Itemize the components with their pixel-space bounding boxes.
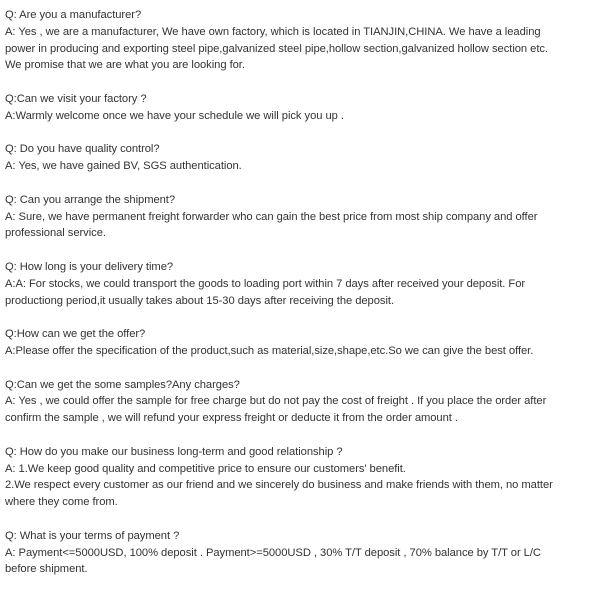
faq-answer-line: A:A: For stocks, we could transport the goods to loading port within 7 days after received your deposit. For bbox=[5, 277, 526, 290]
faq-item bbox=[5, 91, 600, 125]
faq-answer-line: A:Please offer the specification of the product,such as material,size,shape,etc.So we can give the best offer. bbox=[5, 344, 534, 357]
faq-answer-line: A: Yes , we could offer the sample for free charge but do not pay the cost of freight . If you place the order after bbox=[5, 395, 547, 408]
faq-question: Q: What is your terms of payment ? bbox=[5, 529, 180, 542]
faq-answer-line: A: Yes , we are a manufacturer, We have own factory, which is located in TIANJIN,CHINA. We have a leading bbox=[5, 25, 541, 38]
faq-answer-line: where they come from. bbox=[5, 496, 118, 509]
faq-answer-line: professional service. bbox=[5, 227, 106, 240]
faq-item bbox=[5, 7, 600, 74]
faq-answer-line: before shipment. bbox=[5, 563, 88, 576]
faq-answer-line: A: Yes, we have gained BV, SGS authentication. bbox=[5, 160, 242, 173]
faq-question: Q: Do you have quality control? bbox=[5, 143, 160, 156]
faq-item bbox=[5, 377, 600, 427]
faq-answer-line: power in producing and exporting steel pipe,galvanized steel pipe,hollow section,galvanized hollow section etc. bbox=[5, 42, 548, 55]
faq-question: Q:Can we visit your factory ? bbox=[5, 92, 147, 105]
faq-question: Q:Can we get the some samples?Any charges? bbox=[5, 378, 240, 391]
faq-answer-line: productiong period,it usually takes about 15-30 days after receiving the deposit. bbox=[5, 294, 394, 307]
faq-item bbox=[5, 326, 600, 360]
faq-item bbox=[5, 528, 600, 578]
faq-question: Q: Are you a manufacturer? bbox=[5, 9, 142, 21]
faq-answer-line: A: Payment<=5000USD, 100% deposit . Payment>=5000USD , 30% T/T deposit , 70% balance by T/T or L/C bbox=[5, 546, 541, 559]
faq-question: Q:How can we get the offer? bbox=[5, 328, 146, 341]
faq-answer-line: We promise that we are what you are looking for. bbox=[5, 59, 245, 72]
faq-answer-line: A:Warmly welcome once we have your schedule we will pick you up . bbox=[5, 109, 344, 122]
faq-item bbox=[5, 259, 600, 309]
faq-item bbox=[5, 444, 600, 511]
faq-question: Q: How long is your delivery time? bbox=[5, 260, 174, 273]
faq-question: Q: How do you make our business long-term and good relationship ? bbox=[5, 445, 343, 458]
faq-question: Q: Can you arrange the shipment? bbox=[5, 193, 176, 206]
faq-answer-line: A: 1.We keep good quality and competitive price to ensure our customers' benefit. bbox=[5, 462, 406, 475]
faq-answer-line: 2.We respect every customer as our friend and we sincerely do business and make friends with them, no matter bbox=[5, 479, 553, 492]
faq-item bbox=[5, 141, 600, 175]
faq-item bbox=[5, 192, 600, 242]
faq-answer-line: confirm the sample , we will refund your express freight or deducte it from the order amount . bbox=[5, 412, 458, 425]
faq-answer-line: A: Sure, we have permanent freight forwarder who can gain the best price from most ship company and offer bbox=[5, 210, 538, 223]
